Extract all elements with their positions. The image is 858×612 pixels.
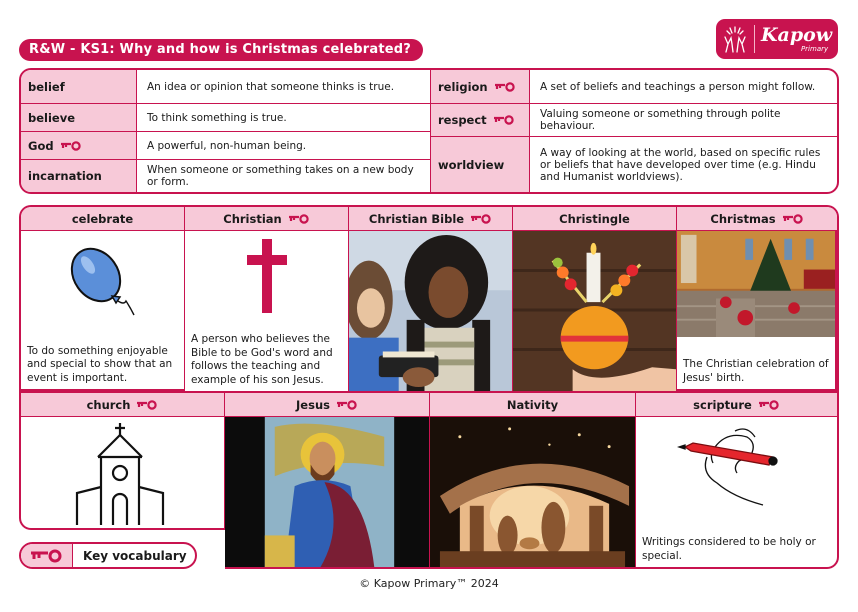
glossary-definition: A powerful, non-human being. [147,139,307,152]
card-header [185,207,348,231]
term-label: belief [28,79,65,94]
legend-label: Key vocabulary [83,548,187,563]
stained-glass-jesus-photo [225,417,429,567]
balloon-illustration [21,241,184,321]
glossary-term [21,132,137,159]
card-definition: A person who believes the Bible to be God's word and follows the teaching and example of his son Jesus. [191,333,333,386]
card-christingle [513,207,677,391]
card-definition: The Christian celebration of Jesus' birth. [683,358,829,384]
church-christmas-tree-photo [677,231,835,337]
glossary-definition: When someone or something takes on a new body or form. [147,164,414,188]
card-definition: To do something enjoyable and special to show that an event is important. [27,344,173,384]
glossary-row-respect [431,104,837,137]
card-term: celebrate [71,211,134,226]
glossary-row-incarnation [21,160,430,192]
card-nativity [430,391,636,569]
term-label: religion [438,79,488,94]
glossary-term [431,70,530,103]
logo-brand: Kapow [761,23,833,46]
card-body [677,231,837,391]
card-body [349,231,512,391]
glossary-definition: A set of beliefs and teachings a person might follow. [540,80,816,93]
card-body [185,231,348,391]
card-term: Jesus [296,397,330,412]
glossary-definition: An idea or opinion that someone thinks is true. [147,80,395,93]
card-term: Nativity [506,397,559,412]
church-building-illustration [21,421,224,525]
glossary-row-belief [21,70,430,104]
glossary-term [21,160,137,192]
key-icon [758,400,780,410]
card-body [225,417,429,567]
card-term: Christian [223,211,282,226]
hand-writing-pencil-illustration [636,427,837,511]
glossary-term [431,104,530,136]
card-church [19,391,225,530]
card-term: Christian Bible [368,211,465,226]
card-jesus [225,391,430,569]
card-header [225,393,429,417]
card-body [21,231,184,391]
girls-reading-bible-photo [349,231,512,391]
glossary-row-god [21,132,430,160]
cross-illustration [185,239,348,313]
key-icon [782,214,804,224]
key-icon [493,115,515,125]
card-term: scripture [693,397,752,412]
card-header [349,207,512,231]
glossary-right-column [431,70,837,192]
card-scripture [636,391,839,569]
term-label: respect [438,113,487,127]
card-christmas [677,207,837,391]
key-icon [494,82,516,92]
card-term: Christmas [710,211,776,226]
card-term: church [86,397,131,412]
logo-sub: Primary [800,44,829,53]
christingle-orange-candle-photo [513,231,676,391]
glossary-table [19,68,839,194]
glossary-definition: Valuing someone or something through polite behaviour. [540,108,781,132]
term-label: believe [28,110,76,125]
card-header [430,393,635,417]
key-icon [60,141,82,151]
glossary-left-column [21,70,431,192]
page-title: R&W - KS1: Why and how is Christmas celebrated? [19,39,423,61]
key-icon [21,544,73,567]
card-header [21,207,184,231]
copyright-footer: © Kapow Primary™ 2024 [359,577,499,590]
card-header [513,207,676,231]
card-body [636,417,837,567]
card-term: Christingle [559,211,630,226]
card-body [513,231,676,391]
glossary-definition: A way of looking at the world, based on specific rules or beliefs that have developed over time (e.g. Hindu and Humanist worldviews). [540,146,821,183]
card-christian-bible [349,207,513,391]
card-body [430,417,635,567]
term-label: worldview [438,157,505,172]
term-label: incarnation [28,169,102,183]
glossary-row-worldview [431,137,837,192]
card-christian [185,207,349,391]
key-vocabulary-legend [19,542,197,569]
glossary-term [21,104,137,131]
glossary-term [431,137,530,192]
glossary-definition: To think something is true. [147,111,287,124]
card-definition: Writings considered to be holy or special. [642,536,816,562]
card-body [21,417,224,528]
key-icon [470,214,492,224]
key-icon [336,400,358,410]
glossary-term [21,70,137,103]
card-header [21,393,224,417]
key-icon [136,400,158,410]
key-icon [288,214,310,224]
kapow-logo [716,19,838,59]
glossary-row-believe [21,104,430,132]
glossary-row-religion [431,70,837,104]
term-label: God [28,138,54,153]
card-celebrate [21,207,185,391]
card-header [677,207,837,231]
vocabulary-cards-row-1 [19,205,839,391]
nativity-scene-photo [430,417,635,567]
card-header [636,393,837,417]
raised-hands-icon [716,19,754,59]
